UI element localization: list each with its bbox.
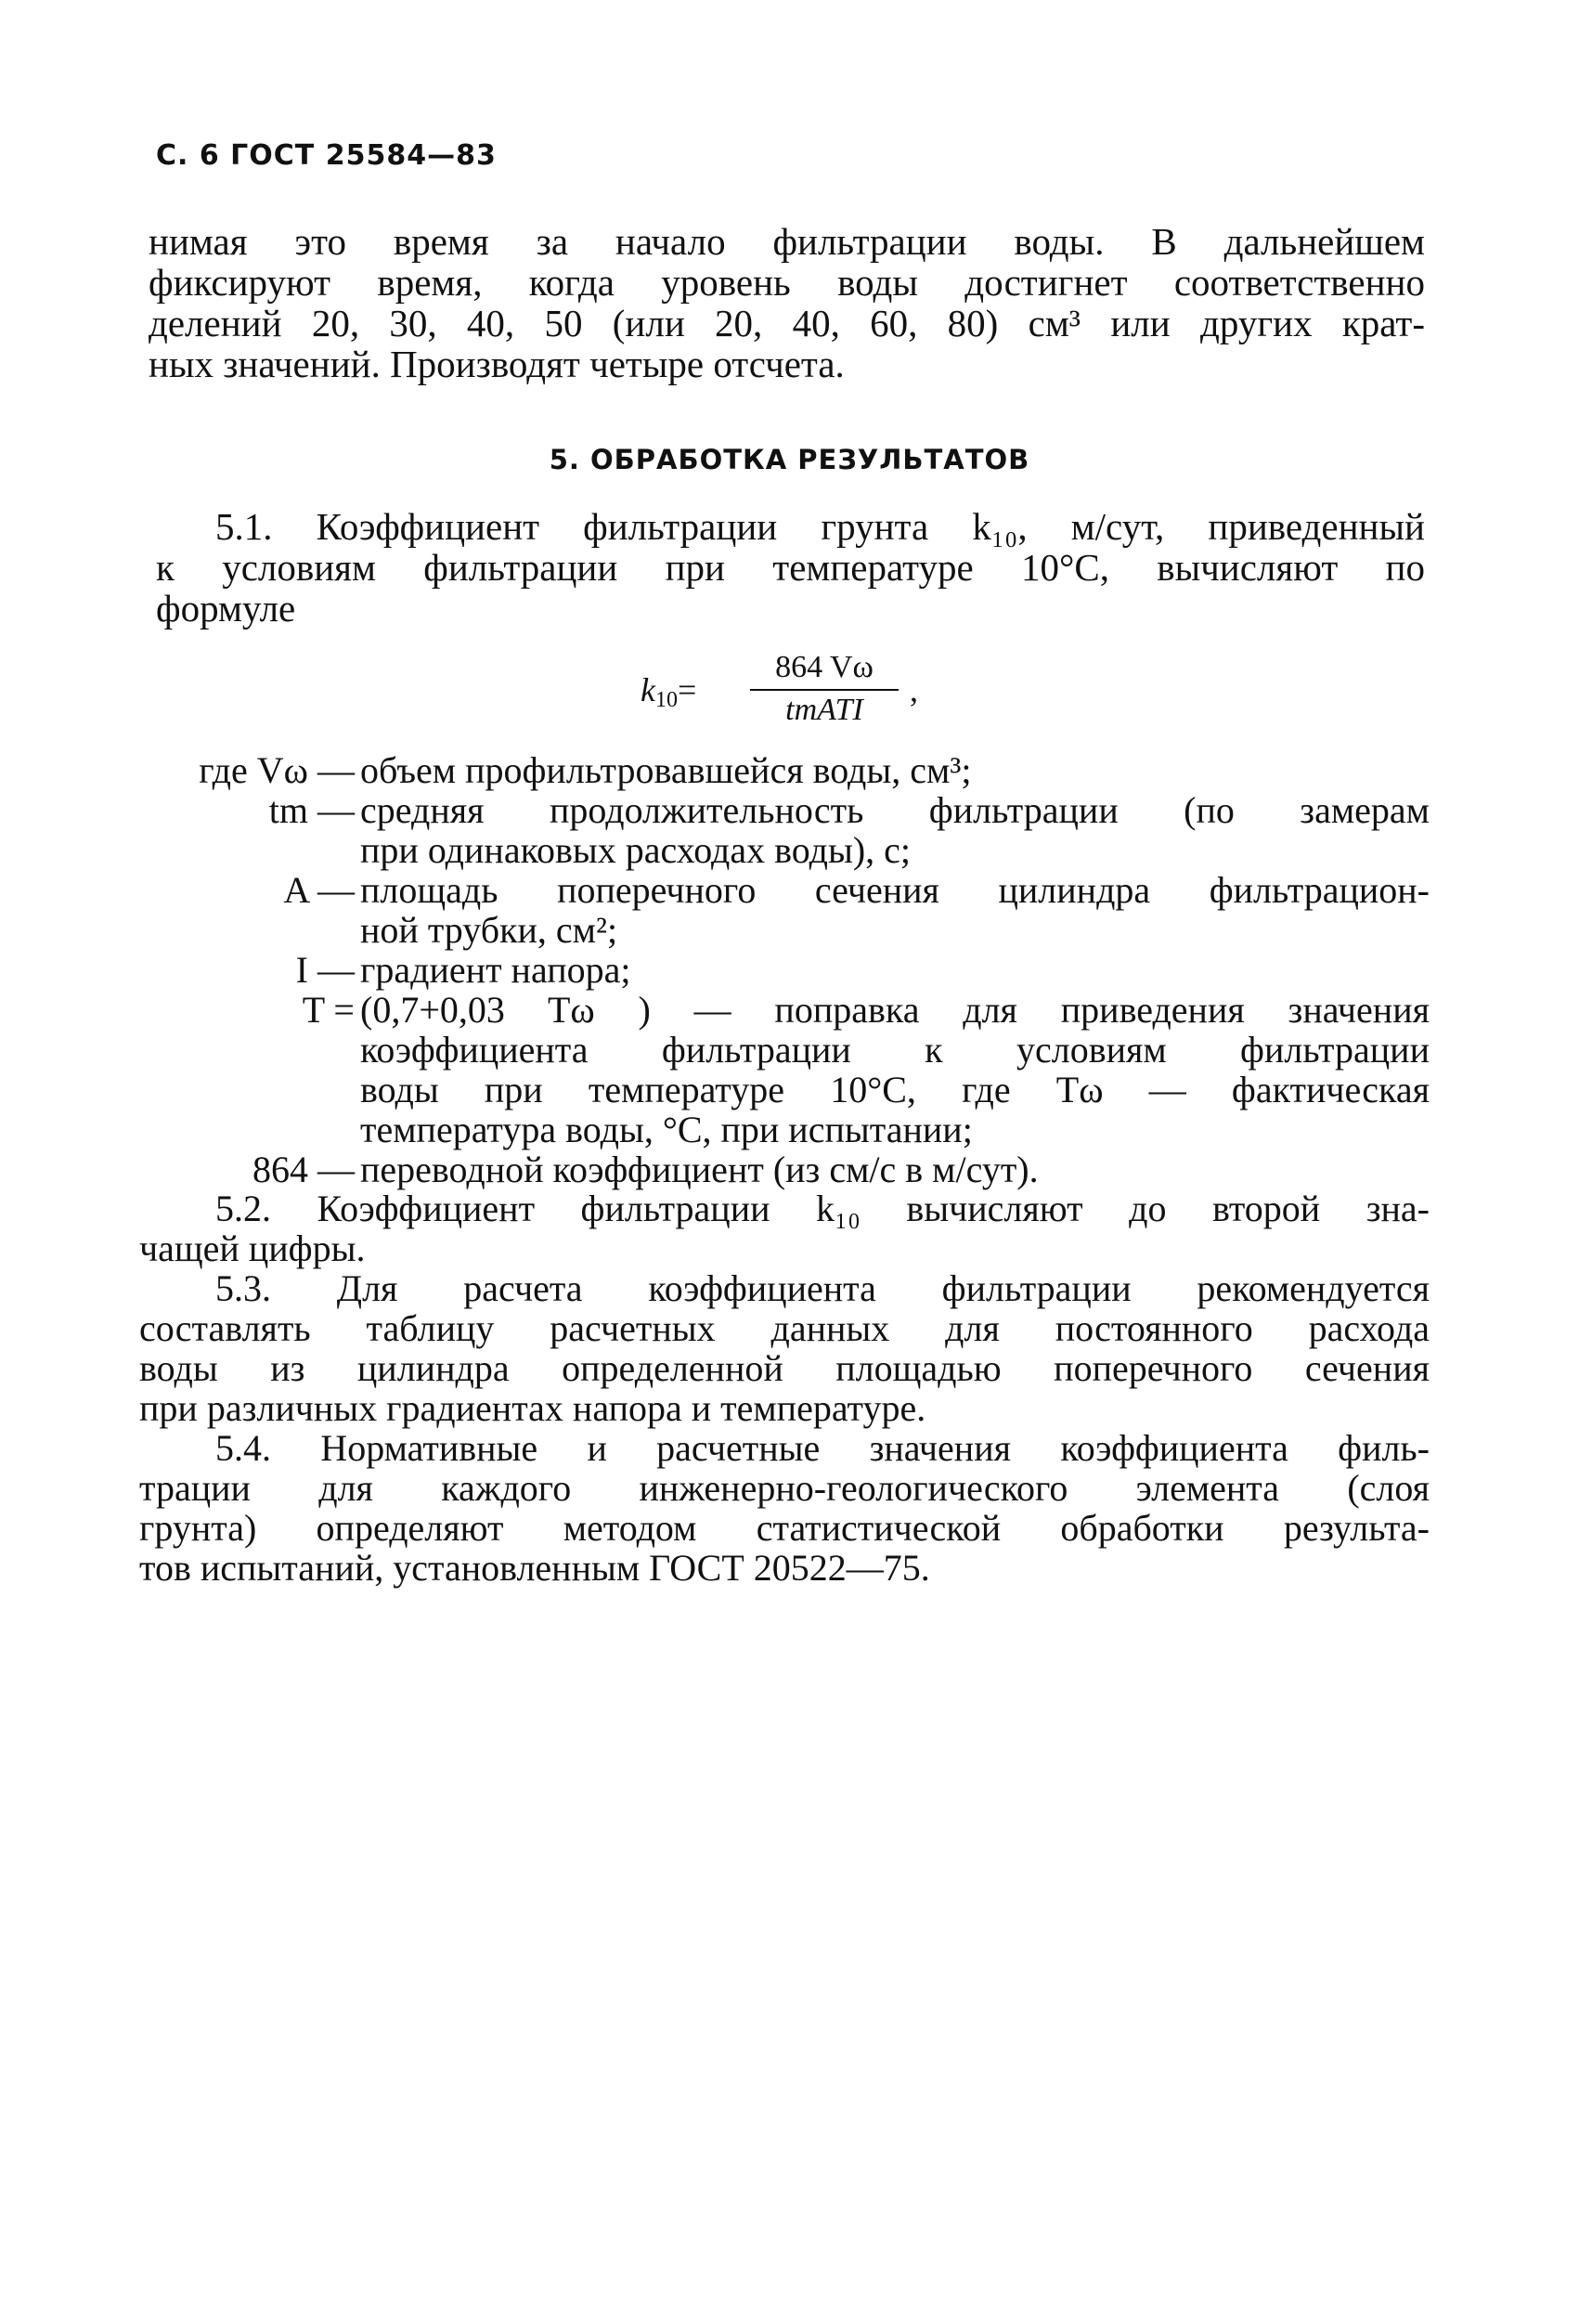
- definition-text: ной трубки, см²;: [360, 909, 618, 951]
- section-title: 5. ОБРАБОТКА РЕЗУЛЬТАТОВ: [549, 444, 1030, 475]
- formula: [641, 650, 975, 727]
- formula-equals: =: [677, 671, 697, 708]
- clause-line: формуле: [156, 587, 296, 630]
- definition-symbol: 864 —: [252, 1149, 355, 1190]
- definition-symbol: I —: [295, 949, 355, 991]
- definition-item: [149, 1149, 1430, 1189]
- definition-text: средняя продолжительность фильтрации (по замерам: [360, 789, 1430, 831]
- clause-line: составлять таблицу расчетных данных для постоянного расхода: [139, 1307, 1430, 1349]
- clause-line: чащей цифры.: [139, 1227, 366, 1269]
- formula-lhs: $k_{10}=$: [641, 671, 697, 712]
- intro-line: делений 20, 30, 40, 50 (или 20, 40, 60, 80) см³ или других крат-: [149, 302, 1425, 344]
- intro-line: фиксируют время, когда уровень воды достигнет соответственно: [149, 261, 1425, 304]
- definition-text: температура воды, °С, при испытании;: [360, 1109, 973, 1150]
- fraction-bar: [750, 689, 899, 691]
- definition-item: [149, 790, 1430, 870]
- intro-line: нимая это время за начало фильтрации воды. В дальнейшем: [149, 220, 1425, 263]
- definition-text: при одинаковых расходах воды), с;: [360, 829, 912, 871]
- definition-symbol: A —: [283, 869, 355, 911]
- clause-line: к условиям фильтрации при температуре 10°С, вычисляют по: [156, 546, 1425, 589]
- clause-line: грунта) определяют методом статистической обработки результа-: [139, 1507, 1430, 1549]
- clause-line: воды из цилиндра определенной площадью поперечного сечения: [139, 1347, 1430, 1389]
- definition-text: воды при температуре 10°С, где Tω — фактическая: [360, 1069, 1430, 1110]
- definition-symbol: T =: [302, 989, 355, 1031]
- definition-item: [149, 870, 1430, 950]
- clause-line: при различных градиентах напора и температуре.: [139, 1387, 926, 1429]
- definition-item: [149, 750, 1430, 790]
- definition-item: [149, 950, 1430, 990]
- clauses-list: [139, 1188, 1430, 1588]
- clause-line: 5.3. Для расчета коэффициента фильтрации рекомендуется: [215, 1267, 1430, 1309]
- definition-text: коэффициента фильтрации к условиям фильтрации: [360, 1029, 1430, 1071]
- formula-denominator: tmATI: [785, 693, 863, 727]
- intro-paragraph: [149, 221, 1425, 384]
- clause-5-3: [139, 1268, 1430, 1428]
- definition-text: (0,7+0,03 Tω ) — поправка для приведения значения: [360, 989, 1430, 1031]
- clause-line: тов испытаний, установленным ГОСТ 20522—75.: [139, 1547, 930, 1589]
- definitions-list: [149, 750, 1430, 1189]
- clause-line: трации для каждого инженерно-геологического элемента (слоя: [139, 1467, 1430, 1509]
- clause-5-1: [156, 506, 1425, 629]
- clause-line: 5.2. Коэффициент фильтрации k₁₀ вычисляют до второй зна-: [215, 1188, 1430, 1229]
- clause-5-4: [139, 1428, 1430, 1588]
- intro-line: ных значений. Производят четыре отсчета.: [149, 343, 845, 385]
- clause-line: 5.4. Нормативные и расчетные значения коэффициента филь-: [215, 1427, 1430, 1469]
- definition-symbol: tm —: [268, 789, 355, 831]
- definition-item: [149, 990, 1430, 1149]
- formula-numerator: 864 Vω: [775, 650, 874, 684]
- definition-text: переводной коэффициент (из см/с в м/сут).: [360, 1149, 1039, 1190]
- definition-text: объем профильтровавшейся воды, см³;: [360, 749, 972, 791]
- definition-text: градиент напора;: [360, 949, 631, 991]
- page-header: С. 6 ГОСТ 25584—83: [156, 139, 497, 172]
- definition-text: площадь поперечного сечения цилиндра фильтрацион-: [360, 869, 1430, 911]
- clause-5-2: [139, 1188, 1430, 1268]
- clause-line: 5.1. Коэффициент фильтрации грунта k₁₀, м/сут, приведенный: [215, 505, 1425, 548]
- formula-comma: ,: [910, 671, 918, 708]
- definition-symbol: где Vω —: [199, 749, 355, 791]
